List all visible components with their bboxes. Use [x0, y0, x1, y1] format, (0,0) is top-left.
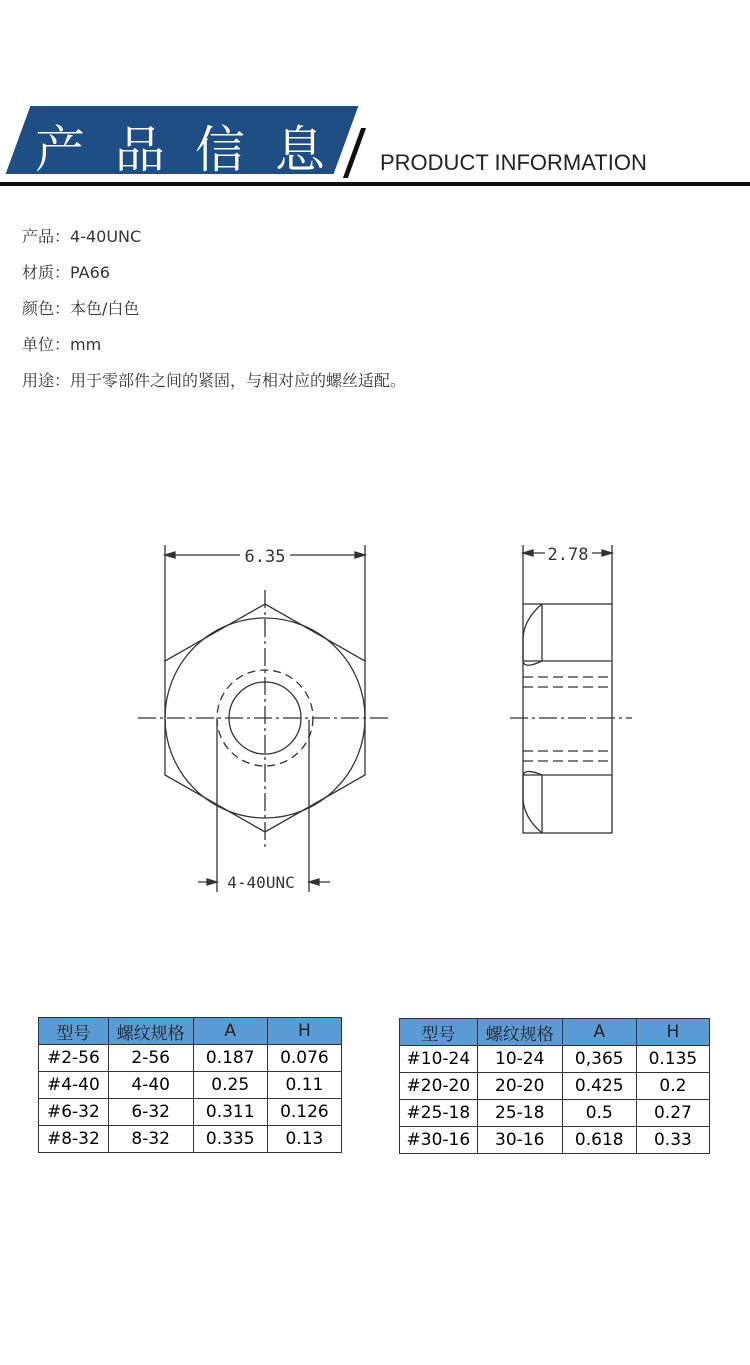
header-rule	[0, 182, 750, 186]
table-cell: #4-40	[39, 1072, 109, 1099]
column-header: H	[267, 1018, 341, 1045]
table-row	[400, 1127, 710, 1154]
table-cell: 4-40	[108, 1072, 193, 1099]
table-row	[39, 1072, 342, 1099]
info-usage: 用途：用于零部件之间的紧固，与相对应的螺丝适配。	[22, 371, 407, 390]
table-cell: 0.27	[636, 1100, 709, 1127]
table-cell: 0.25	[193, 1072, 267, 1099]
banner-char: 息	[274, 121, 325, 179]
width-dim-label: 6.35	[244, 547, 286, 567]
table-cell: 0.5	[562, 1100, 636, 1127]
column-header: 螺纹规格	[477, 1019, 562, 1046]
table-cell: #6-32	[39, 1099, 109, 1126]
table-header-row	[39, 1018, 342, 1045]
column-header: A	[562, 1019, 636, 1046]
product-info	[22, 225, 406, 405]
table-cell: 8-32	[108, 1126, 193, 1153]
table-cell: 0.2	[636, 1073, 709, 1100]
table-row	[400, 1100, 710, 1127]
banner-char: 产	[34, 121, 85, 179]
table-row	[39, 1045, 342, 1072]
table-row	[39, 1099, 342, 1126]
info-material: 材质：PA66	[22, 263, 110, 282]
table-cell: 0.335	[193, 1126, 267, 1153]
thickness-dim-label: 2.78	[547, 545, 589, 565]
table-cell: 0,365	[562, 1046, 636, 1073]
size-table-right	[399, 1018, 710, 1154]
column-header: 型号	[400, 1019, 478, 1046]
thread-dim-label: 4-40UNC	[227, 873, 295, 892]
section-title-english: PRODUCT INFORMATION	[380, 150, 647, 175]
table-cell: 30-16	[477, 1127, 562, 1154]
column-header: H	[636, 1019, 709, 1046]
side-view	[510, 545, 632, 833]
table-cell: 0.618	[562, 1127, 636, 1154]
table-cell: 6-32	[108, 1099, 193, 1126]
column-header: 型号	[39, 1018, 109, 1045]
table-cell: 0.126	[267, 1099, 341, 1126]
size-table-left	[38, 1017, 342, 1153]
table-cell: 0.135	[636, 1046, 709, 1073]
table-cell: #30-16	[400, 1127, 478, 1154]
table-cell: 10-24	[477, 1046, 562, 1073]
table-row	[39, 1126, 342, 1153]
table-cell: 0.311	[193, 1099, 267, 1126]
table-cell: 2-56	[108, 1045, 193, 1072]
table-cell: 0.33	[636, 1127, 709, 1154]
table-cell: 0.425	[562, 1073, 636, 1100]
table-cell: 25-18	[477, 1100, 562, 1127]
front-view	[138, 545, 392, 892]
info-color: 颜色：本色/白色	[22, 299, 140, 318]
table-cell: 0.11	[267, 1072, 341, 1099]
table-row	[400, 1046, 710, 1073]
table-header-row	[400, 1019, 710, 1046]
table-cell: 0.076	[267, 1045, 341, 1072]
table-cell: 0.13	[267, 1126, 341, 1153]
table-cell: #10-24	[400, 1046, 478, 1073]
info-unit: 单位：mm	[22, 335, 102, 354]
column-header: A	[193, 1018, 267, 1045]
banner-char: 信	[194, 121, 245, 179]
nut-drawing	[0, 520, 750, 900]
table-cell: #25-18	[400, 1100, 478, 1127]
table-cell: #2-56	[39, 1045, 109, 1072]
banner-tile	[246, 106, 359, 179]
info-product: 产品：4-40UNC	[22, 227, 142, 246]
banner-char: 品	[114, 121, 165, 179]
table-row	[400, 1073, 710, 1100]
table-cell: #8-32	[39, 1126, 109, 1153]
section-banner	[0, 106, 750, 186]
column-header: 螺纹规格	[108, 1018, 193, 1045]
table-cell: 20-20	[477, 1073, 562, 1100]
table-cell: #20-20	[400, 1073, 478, 1100]
table-cell: 0.187	[193, 1045, 267, 1072]
